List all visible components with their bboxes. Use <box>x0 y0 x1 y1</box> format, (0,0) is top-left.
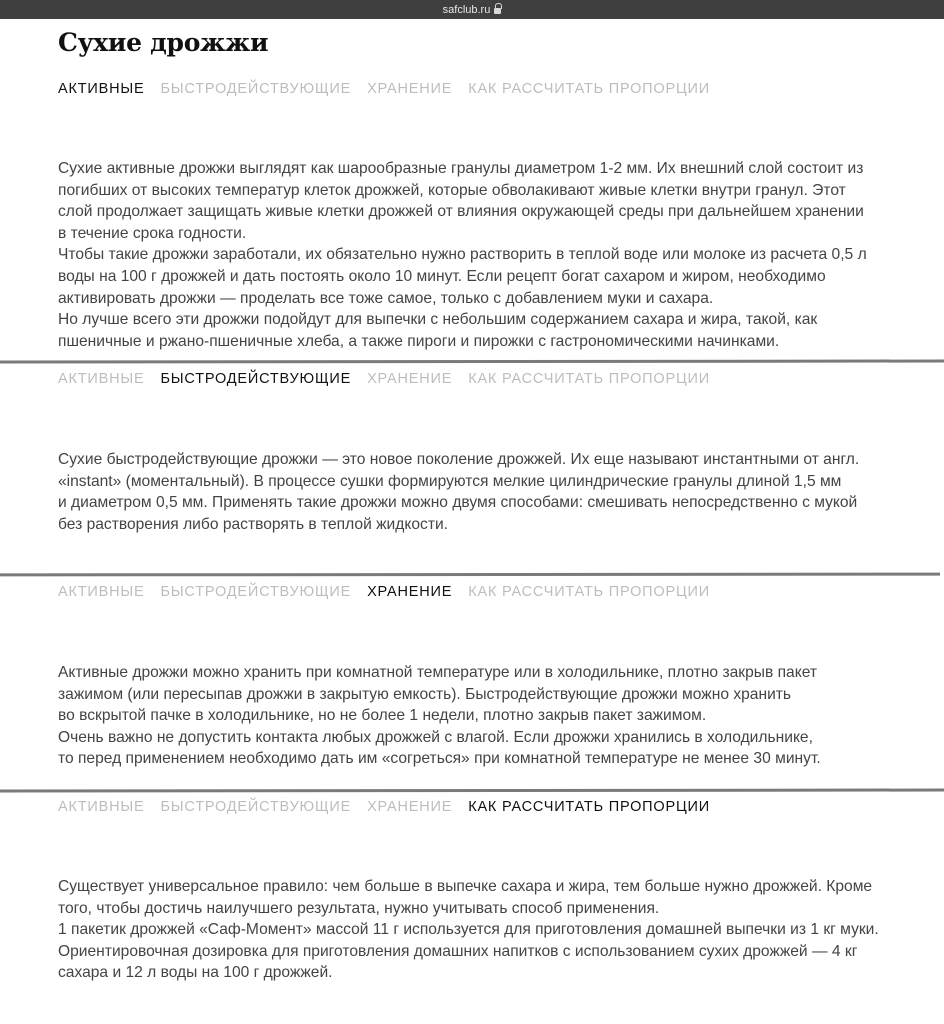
tab-bar-section-4 <box>58 799 726 819</box>
section-divider <box>0 360 944 364</box>
text-line: Очень важно не допустить контакта любых дрожжей с влагой. Если дрожжи хранились в холодильнике, <box>58 728 813 746</box>
text-line: и диаметром 0,5 мм. Применять такие дрожжи можно двумя способами: смешивать непосредственно с мукой <box>58 494 858 512</box>
text-line: активировать дрожжи — проделать все тоже самое, только с добавлением муки и сахара. <box>58 289 714 307</box>
text-line: Но лучше всего эти дрожжи подойдут для выпечки с небольшим содержанием сахара и жира, такой, как <box>58 311 818 329</box>
section-text-proportions <box>58 876 938 984</box>
text-line: Ориентировочная дозировка для приготовления домашних напитков с использованием сухих дрожжей — 4 кг <box>58 942 858 960</box>
tab-proportions[interactable]: КАК РАССЧИТАТЬ ПРОПОРЦИИ <box>468 799 710 815</box>
url-domain: safclub.ru <box>442 3 491 16</box>
tab-storage[interactable]: ХРАНЕНИЕ <box>367 81 453 97</box>
text-line: зажимом (или пересыпав дрожжи в закрытую емкость). Быстродействующие дрожжи можно хранить <box>58 685 792 703</box>
text-line: сахара и 12 л воды на 100 г дрожжей. <box>58 964 333 982</box>
text-line: воды на 100 г дрожжей и дать постоять около 10 минут. Если рецепт богат сахаром и жиром, необходимо <box>58 267 826 285</box>
section-divider <box>0 573 940 577</box>
text-line: 1 пакетик дрожжей «Саф-Момент» массой 11 г используется для приготовления домашней выпечки из 1 кг муки. <box>58 921 879 939</box>
lock-icon <box>494 6 501 14</box>
text-line: погибших от высоких температур клеток дрожжей, которые обволакивают живые клетки внутри гранул. Этот <box>58 181 846 199</box>
text-line: пшеничные и ржано-пшеничные хлеба, а также пироги и пирожки с гастрономическими начинками. <box>58 332 780 350</box>
text-line: без растворения либо растворять в теплой жидкости. <box>58 515 449 533</box>
section-text-active <box>58 158 938 352</box>
tab-active[interactable]: АКТИВНЫЕ <box>58 371 145 387</box>
text-line: Чтобы такие дрожжи заработали, их обязательно нужно растворить в теплой воде или молоке из расчета 0,5 л <box>58 246 867 264</box>
tab-bar-section-2 <box>58 371 726 391</box>
tab-active[interactable]: АКТИВНЫЕ <box>58 799 145 815</box>
text-line: то перед применением необходимо дать им «согреться» при комнатной температуре не менее 30 минут. <box>58 750 821 768</box>
text-line: того, чтобы достичь наилучшего результата, нужно учитывать способ применения. <box>58 899 660 917</box>
text-line: в течение срока годности. <box>58 224 247 242</box>
tab-proportions[interactable]: КАК РАССЧИТАТЬ ПРОПОРЦИИ <box>468 371 710 387</box>
page-title: Сухие дрожжи <box>58 28 269 57</box>
section-text-fast-acting <box>58 449 938 535</box>
tab-bar-section-3 <box>58 584 726 604</box>
tab-bar-section-1 <box>58 81 726 101</box>
tab-active[interactable]: АКТИВНЫЕ <box>58 584 145 600</box>
tab-fast-acting[interactable]: БЫСТРОДЕЙСТВУЮЩИЕ <box>160 371 352 387</box>
text-line: Активные дрожжи можно хранить при комнатной температуре или в холодильнике, плотно закрыв пакет <box>58 664 817 681</box>
tab-active[interactable]: АКТИВНЫЕ <box>58 81 145 97</box>
section-text-storage <box>58 662 938 770</box>
section-divider <box>0 789 944 793</box>
tab-fast-acting[interactable]: БЫСТРОДЕЙСТВУЮЩИЕ <box>160 584 352 600</box>
text-line: Сухие активные дрожжи выглядят как шарообразные гранулы диаметром 1-2 мм. Их внешний слой состоит из <box>58 160 864 177</box>
tab-proportions[interactable]: КАК РАССЧИТАТЬ ПРОПОРЦИИ <box>468 81 710 97</box>
tab-storage[interactable]: ХРАНЕНИЕ <box>367 371 453 387</box>
text-line: Сухие быстродействующие дрожжи — это новое поколение дрожжей. Их еще называют инстантными от англ. <box>58 451 860 468</box>
text-line: Существует универсальное правило: чем больше в выпечке сахара и жира, тем больше нужно дрожжей. Кроме <box>58 878 873 895</box>
tab-fast-acting[interactable]: БЫСТРОДЕЙСТВУЮЩИЕ <box>160 799 352 815</box>
tab-fast-acting[interactable]: БЫСТРОДЕЙСТВУЮЩИЕ <box>160 81 352 97</box>
text-line: во вскрытой пачке в холодильнике, но не более 1 недели, плотно закрыв пакет зажимом. <box>58 707 707 725</box>
text-line: слой продолжает защищать живые клетки дрожжей от влияния окружающей среды при дальнейшем хранении <box>58 203 864 221</box>
tab-proportions[interactable]: КАК РАССЧИТАТЬ ПРОПОРЦИИ <box>468 584 710 600</box>
browser-url-bar[interactable] <box>0 0 944 19</box>
tab-storage[interactable]: ХРАНЕНИЕ <box>367 584 453 600</box>
text-line: «instant» (моментальный). В процессе сушки формируются мелкие цилиндрические гранулы длиной 1,5 мм <box>58 472 842 490</box>
tab-storage[interactable]: ХРАНЕНИЕ <box>367 799 453 815</box>
